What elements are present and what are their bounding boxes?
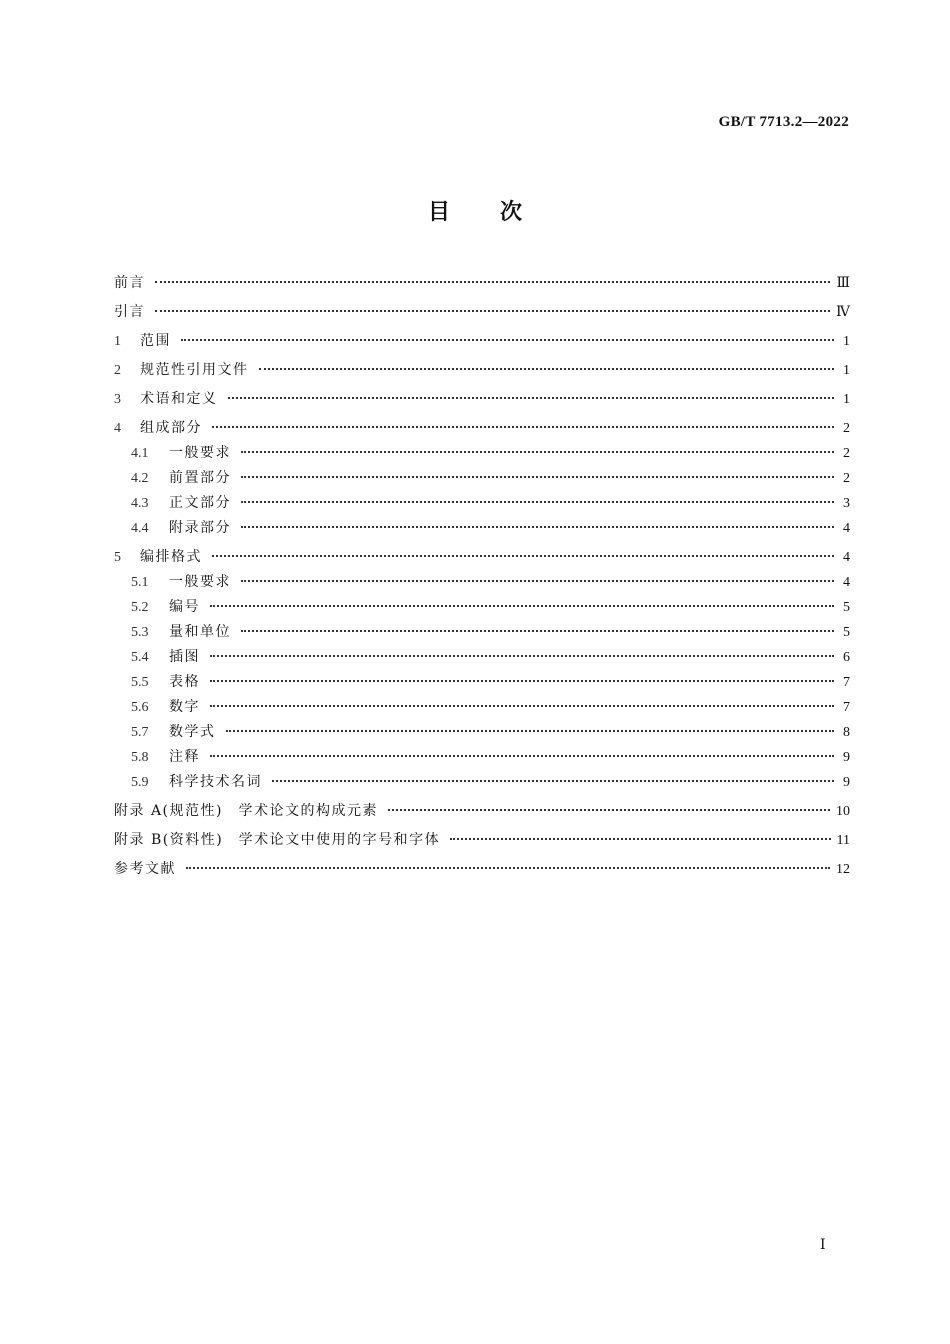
toc-entry-number: 4.3 (131, 496, 149, 511)
toc-entry-label: 编排格式 (140, 549, 202, 565)
toc-entry-number: 4.4 (131, 521, 149, 536)
toc-entry-page: 10 (836, 804, 850, 819)
toc-entry[interactable] (114, 570, 850, 595)
dot-leader (241, 501, 834, 503)
toc-entry[interactable] (114, 857, 850, 882)
toc-entry-page: 4 (843, 550, 850, 565)
dot-leader (210, 705, 834, 707)
toc-entry[interactable] (114, 595, 850, 620)
dot-leader (181, 339, 834, 341)
dot-leader (388, 809, 830, 811)
toc-entry-number: 5.4 (131, 650, 149, 665)
toc-entry[interactable] (114, 441, 850, 466)
toc-entry-label: 一般要求 (169, 445, 231, 461)
dot-leader (228, 397, 835, 399)
dot-leader (210, 655, 834, 657)
toc-entry[interactable] (114, 516, 850, 541)
toc-entry-label: 科学技术名词 (169, 774, 262, 790)
page-number: Ⅰ (820, 1238, 826, 1253)
toc-entry-label: 插图 (169, 649, 200, 665)
toc-entry[interactable] (114, 620, 850, 645)
toc-entry-label: 范围 (140, 333, 171, 349)
toc-entry-page: Ⅲ (836, 276, 850, 291)
toc-entry[interactable] (114, 695, 850, 720)
dot-leader (210, 680, 834, 682)
toc-entry[interactable] (114, 670, 850, 695)
toc-entry-label: 引言 (114, 304, 145, 320)
standard-code: GB/T 7713.2—2022 (718, 114, 849, 130)
toc-entry[interactable] (114, 545, 850, 570)
toc-entry[interactable] (114, 745, 850, 770)
toc-entry-number: 5.6 (131, 700, 149, 715)
toc-entry-label: 前言 (114, 275, 145, 291)
toc-entry-label: 编号 (169, 599, 200, 615)
toc-entry[interactable] (114, 770, 850, 795)
toc-entry-label: 表格 (169, 674, 200, 690)
toc-entry[interactable] (114, 799, 850, 824)
toc-entry[interactable] (114, 416, 850, 441)
toc-entry-label: 量和单位 (169, 624, 231, 640)
toc-entry-number: 4.1 (131, 446, 149, 461)
toc-entry-page: 12 (836, 862, 850, 877)
dot-leader (241, 526, 834, 528)
toc-entry-number: 3 (114, 392, 121, 407)
toc-entry-page: 1 (843, 363, 850, 378)
toc-entry-label: 术语和定义 (140, 391, 218, 407)
dot-leader (210, 605, 834, 607)
toc-entry[interactable] (114, 720, 850, 745)
toc-entry-page: 8 (843, 725, 850, 740)
title-char-1: 目 (427, 200, 450, 225)
toc-entry-page: Ⅳ (836, 305, 850, 320)
dot-leader (241, 580, 834, 582)
dot-leader (259, 368, 835, 370)
toc-entry-label: 前置部分 (169, 470, 231, 486)
toc-entry-page: 4 (843, 521, 850, 536)
toc-entry-page: 2 (843, 446, 850, 461)
toc-entry-page: 1 (843, 392, 850, 407)
toc-entry-number: 5 (114, 550, 121, 565)
dot-leader (272, 780, 834, 782)
dot-leader (155, 310, 830, 312)
toc-entry-page: 5 (843, 600, 850, 615)
toc-entry[interactable] (114, 466, 850, 491)
toc-entry-page: 9 (843, 775, 850, 790)
toc-entry-label: 附录 A(规范性) 学术论文的构成元素 (114, 803, 378, 819)
toc-entry[interactable] (114, 358, 850, 383)
toc-entry-number: 4 (114, 421, 121, 436)
dot-leader (241, 476, 834, 478)
dot-leader (241, 451, 834, 453)
toc-entry[interactable] (114, 491, 850, 516)
toc-entry[interactable] (114, 329, 850, 354)
toc-entry[interactable] (114, 828, 850, 853)
toc-entry-number: 5.1 (131, 575, 149, 590)
toc-entry-label: 参考文献 (114, 861, 176, 877)
toc-entry-page: 7 (843, 675, 850, 690)
dot-leader (212, 555, 834, 557)
toc-entry-page: 7 (843, 700, 850, 715)
toc-entry[interactable] (114, 387, 850, 412)
dot-leader (186, 867, 830, 869)
toc-entry[interactable] (114, 300, 850, 325)
toc-entry-number: 1 (114, 334, 121, 349)
toc-entry-page: 2 (843, 421, 850, 436)
dot-leader (155, 281, 830, 283)
toc-entry-label: 规范性引用文件 (140, 362, 249, 378)
toc-entry-label: 一般要求 (169, 574, 231, 590)
toc-entry-number: 5.8 (131, 750, 149, 765)
toc-entry-page: 9 (843, 750, 850, 765)
table-of-contents (114, 271, 850, 882)
toc-entry-label: 注释 (169, 749, 200, 765)
toc-entry-page: 3 (843, 496, 850, 511)
toc-entry-label: 附录 B(资料性) 学术论文中使用的字号和字体 (114, 832, 441, 848)
dot-leader (241, 630, 834, 632)
toc-entry-page: 2 (843, 471, 850, 486)
dot-leader (210, 755, 834, 757)
toc-entry-number: 4.2 (131, 471, 149, 486)
toc-entry-number: 5.9 (131, 775, 149, 790)
toc-entry-number: 5.2 (131, 600, 149, 615)
toc-entry[interactable] (114, 271, 850, 296)
title-char-2: 次 (500, 200, 523, 225)
dot-leader (226, 730, 835, 732)
page-title (0, 195, 950, 226)
toc-entry-label: 附录部分 (169, 520, 231, 536)
toc-entry-number: 5.3 (131, 625, 149, 640)
toc-entry-page: 5 (843, 625, 850, 640)
toc-entry-page: 6 (843, 650, 850, 665)
dot-leader (450, 838, 830, 840)
toc-entry-label: 组成部分 (140, 420, 202, 436)
toc-entry-page: 1 (843, 334, 850, 349)
toc-entry-label: 数字 (169, 699, 200, 715)
toc-entry-page: 11 (836, 833, 850, 848)
toc-entry[interactable] (114, 645, 850, 670)
toc-entry-number: 5.5 (131, 675, 149, 690)
toc-entry-number: 2 (114, 363, 121, 378)
toc-entry-label: 正文部分 (169, 495, 231, 511)
dot-leader (212, 426, 834, 428)
toc-entry-label: 数学式 (169, 724, 216, 740)
toc-entry-page: 4 (843, 575, 850, 590)
toc-entry-number: 5.7 (131, 725, 149, 740)
